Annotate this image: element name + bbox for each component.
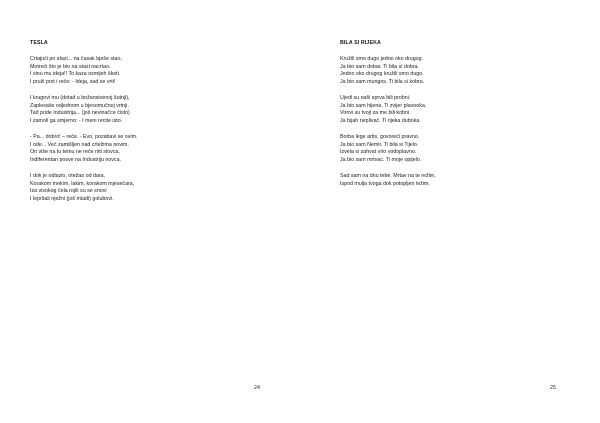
verse-line: Tad pride Indusitrija... (još nevinačce čisto) [30, 110, 130, 117]
poem-title: BILA SI RIJEKA [340, 40, 381, 46]
page-number: 24 [254, 385, 260, 391]
verse-line: Ja bio sam mrtvac. Ti moje opijelo. [340, 157, 422, 164]
verse-line: Ujedi su naši sprva bili probni. [340, 94, 411, 101]
right-page [300, 0, 600, 423]
verse-line: Ja bio sam Nemir. Ti bila si Tijelo. [340, 141, 419, 148]
stanza [340, 134, 436, 165]
verse-line: - Pa... dobro! – reče. - Evo, pozabavi se ovim. [30, 133, 138, 140]
verse-line: Jedno oko drugog kružili smo dugo. [340, 71, 424, 78]
verse-line: Virovi su tvoji za me bili kobni. [340, 110, 411, 117]
verse-line: Izvela si zahvat vrlo vodoplavno. [340, 149, 417, 156]
verse-line: Indiferentan posve na Industriju novca. [30, 157, 121, 164]
verse-line: Ispod mulja tvoga dok potopljen ležim. [340, 180, 430, 187]
verse-line: Ja bio sam hijena. Ti zvijer plavooka. [340, 102, 427, 109]
verse-line: I dok je odlazio, otežao od dara, [30, 172, 106, 179]
poem-title: TESLA [30, 40, 48, 46]
page-number: 25 [550, 385, 556, 391]
stanza [340, 173, 436, 189]
stanza [30, 95, 137, 126]
verse-line: Ja bio sam mungos. Ti bila si kobra. [340, 79, 425, 86]
verse-line: Korakom mekim, lakim, korakom mjesečara, [30, 180, 135, 187]
stanza [340, 56, 436, 87]
verse-line: Borba lege artis, govoreći pravno. [340, 133, 420, 140]
verse-line: Motreći što je bio na stazi nacrtao. [30, 63, 111, 70]
verse-line: I krugovi mu (dotad u božanstvenoj šutnji), [30, 94, 130, 101]
verse-line: Crtajući po stazi... na časak bješe stao, [30, 55, 122, 62]
verse-line: Iza visokog čela rojili su se snovi [30, 188, 107, 195]
verse-line: I sinu mu ideja!! To kaza osmijeh šketi. [30, 71, 121, 78]
verse-line: Kružili smo dugo jedno oko drugog. [340, 55, 424, 62]
verse-line: I zamoli ga smjerno: - I meni recite isto. [30, 118, 123, 125]
verse-line: I lepršali nježni (još mladi) golubovi. [30, 196, 114, 203]
stanza [340, 95, 436, 126]
stanza [30, 56, 137, 87]
verse-line: Zaplesaše odjednom u bjesomučnoj vrtnji. [30, 102, 129, 109]
verse-line: On više na tu temu ne reče niti slovca, [30, 149, 120, 156]
verse-line: I pruži prst i reče: - Ideja, sad se vrti! [30, 79, 116, 86]
verse-line: Sad sam na dnu tebe. Mrtav na te režim, [340, 172, 436, 179]
verse-line: Ja bio sam dobar. Ti bila si dobra. [340, 63, 419, 70]
poem-bila-si-rijeka [340, 40, 436, 196]
stanza [30, 173, 137, 204]
verse-line: I ode... Već zamišljen nad crtežima novim. [30, 141, 129, 148]
poem-tesla [30, 40, 137, 212]
stanza [30, 134, 137, 165]
verse-line: Ja bijah neplivač. Ti rijeka duboka. [340, 118, 421, 125]
